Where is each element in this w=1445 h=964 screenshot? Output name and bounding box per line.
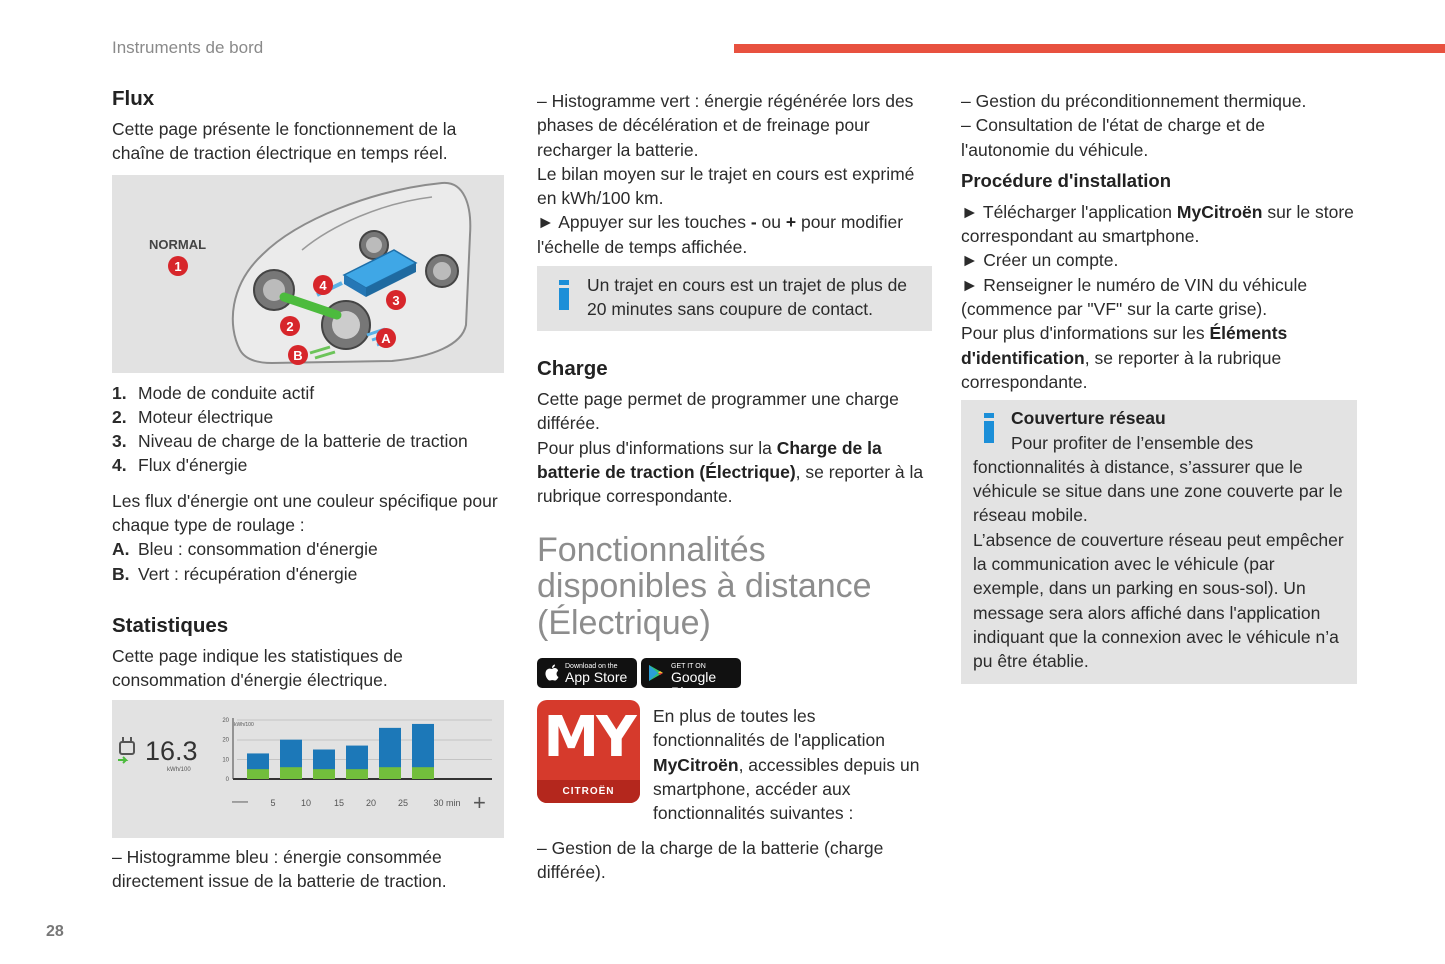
store-badges [537,655,932,703]
charge-title: Charge [537,357,608,381]
stats-title: Statistiques [112,613,229,637]
hist-blue-text: – Histogramme bleu : énergie consommée directement issue de la batterie de traction. [112,846,447,891]
mycitroen-logo: MY CITROËN [537,700,640,803]
flux-intro: Cette page présente le fonctionnement de la chaîne de traction électrique en temps réel. [112,119,457,164]
stats-chart [112,700,504,838]
remote-features-title: Fonctionnalités disponibles à distance (Électrique) [537,530,872,642]
y-tick-label: 20 [222,717,229,724]
marker-A [376,328,396,348]
mycitroen-block [537,700,932,830]
remote-item-preconditioning: – Gestion du préconditionnement thermique. [961,91,1307,111]
svg-text:3: 3 [392,292,400,308]
svg-text:4: 4 [319,277,327,293]
header-accent-bar [734,44,1445,53]
chart-unit: kWh/100 [234,721,254,728]
charge-intro: Cette page permet de programmer une charge différée. [537,389,899,434]
info-trip-text: Un trajet en cours est un trajet de plus de 20 minutes sans coupure de contact. [587,275,908,320]
column-1 [112,86,504,893]
consumption-unit: kWh/100 [167,766,191,773]
coverage-text-1: Pour profiter de l’ensemble des fonctionnalités à distance, s’assurer que le véhicule se situe dans une zone couverte par le réseau mobile. [973,432,1343,526]
google-play-icon [648,664,664,682]
svg-text:A: A [381,330,391,346]
x-tick-label: 10 [300,797,312,808]
car-powertrain-illustration [112,175,504,373]
flux-legend-list [112,381,504,478]
install-step-2: ► Créer un compte. [961,250,1119,271]
coverage-text-2: L’absence de couverture réseau peut empêcher la communication avec le véhicule (par exemple, dans un parking en sous-sol). Un message sera alors affiché dans l'application indiquant que la connexion avec le véhicule n’a pu être établie. [973,529,1344,672]
running-header: Instruments de bord [112,38,264,57]
stats-widget [112,700,504,838]
keys-instruction: ► Appuyer sur les touches - ou + pour modifier l'échelle de temps affichée. [537,212,904,257]
remote-item-state: – Consultation de l'état de charge et de l'autonomie du véhicule. [961,115,1265,160]
column-3 [961,89,1357,684]
info-box-trip [537,266,932,331]
svg-text:2: 2 [286,318,294,334]
x-tick-label: 5 [270,797,276,808]
x-tick-label: 20 [365,797,377,808]
bar-green [280,767,302,779]
install-more: Pour plus d'informations sur les Éléments d'identification, se reporter à la rubrique correspondante. [961,323,1288,392]
x-tick-label: 15 [333,797,345,808]
column-2 [537,89,932,885]
marker-4 [313,275,333,295]
flux-colors-intro: Les flux d'énergie ont une couleur spécifique pour chaque type de roulage : [112,490,498,536]
bar-green [346,769,368,779]
average-text: Le bilan moyen sur le trajet en cours est exprimé en kWh/100 km. [537,163,915,209]
install-step-3: ► Renseigner le numéro de VIN du véhicule (commence par "VF" sur la carte grise). [961,274,1308,320]
bar-green [412,767,434,779]
google-play-badge[interactable]: GET IT ON Google Play [641,658,741,688]
flux-colors-list [112,537,504,586]
y-tick-label: 20 [222,737,229,744]
info-box-coverage [961,400,1357,684]
list-item: B. Vert : récupération d'énergie [112,563,358,584]
hist-green-text: – Histogramme vert : énergie régénérée lors des phases de décélération et de freinage pour recharger la batterie. [537,91,914,160]
stats-intro: Cette page indique les statistiques de consommation d'énergie électrique. [112,645,403,691]
install-step-1: ► Télécharger l'application MyCitroën sur le store correspondant au smartphone. [961,201,1354,247]
bar-green [247,769,269,779]
marker-B [288,345,308,365]
remote-item-charge: – Gestion de la charge de la batterie (charge différée). [537,838,884,883]
coverage-title: Couverture réseau [1011,408,1166,429]
app-store-badge[interactable]: Download on the App Store [537,658,637,688]
wheel-front-left [254,270,294,310]
mycitroen-text: En plus de toutes les fonctionnalités de l'application MyCitroën, accessibles depuis un smartphone, accéder aux fonctionnalités suivantes : [653,706,920,824]
flux-title: Flux [112,87,155,110]
svg-text:1: 1 [174,258,182,274]
marker-1 [168,256,188,276]
list-item: 2. Moteur électrique [112,406,274,427]
list-item: 1. Mode de conduite actif [112,382,315,403]
charge-more: Pour plus d'informations sur la Charge de la batterie de traction (Électrique), se reporter à la rubrique correspondante. [537,437,924,507]
list-item: 3. Niveau de charge de la batterie de traction [112,431,468,452]
mode-label: NORMAL [149,236,207,252]
info-icon [983,413,995,445]
x-tick-label: 25 [397,797,409,808]
info-icon [558,280,570,312]
marker-3 [386,290,406,310]
bar-green [313,769,335,779]
plug-icon [118,737,134,763]
zoom-in-button[interactable]: + [473,789,486,815]
apple-icon [545,664,559,681]
list-item: A. Bleu : consommation d'énergie [112,539,378,560]
bar-green [379,767,401,779]
wheel-rear-right [426,255,458,287]
page-number: 28 [46,923,64,940]
y-tick-label: 0 [225,776,229,783]
svg-text:B: B [293,347,303,363]
x-tick-label: 30 min [433,797,461,808]
y-tick-label: 10 [222,756,229,763]
marker-2 [280,316,300,336]
consumption-value: 16.3 [145,735,198,766]
list-item: 4. Flux d'énergie [112,455,248,476]
flux-diagram [112,175,504,373]
install-title: Procédure d'installation [961,169,1171,191]
zoom-out-button[interactable]: — [232,792,248,810]
